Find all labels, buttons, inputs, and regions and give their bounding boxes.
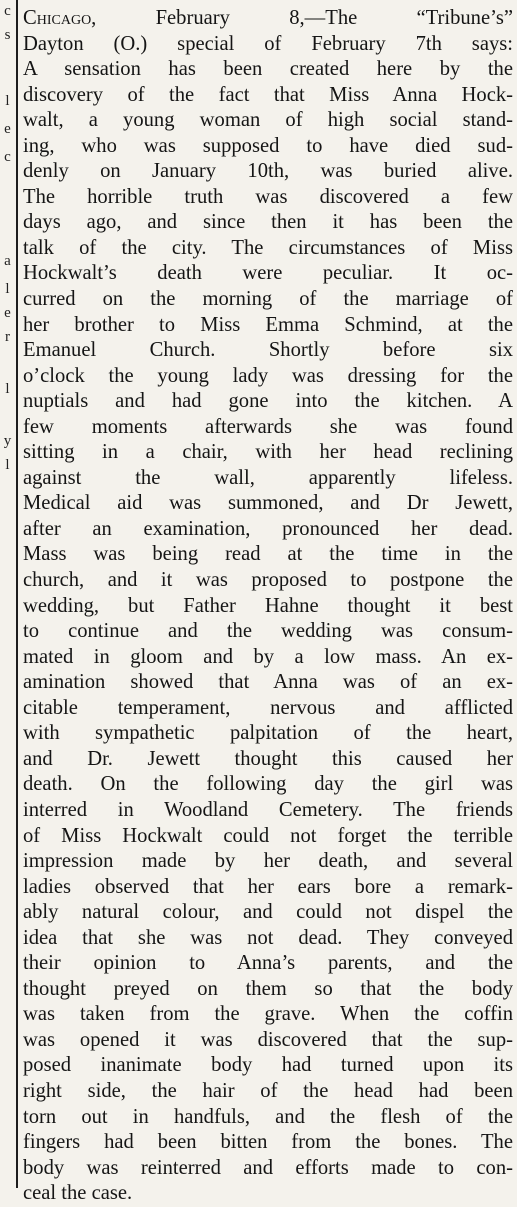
article-line-3: discovery of the fact that Miss Anna Hock-: [23, 83, 513, 106]
gutter-fragment: l: [5, 381, 10, 397]
article-line-39: was taken from the grave. When the coffin: [23, 1003, 513, 1026]
article-line-29: and Dr. Jewett thought this caused her: [23, 747, 513, 770]
article-line-40: was opened it was discovered that the sup-: [23, 1028, 513, 1051]
article-line-31: interred in Woodland Cemetery. The friends: [23, 798, 513, 821]
article-line-38: thought preyed on them so that the body: [23, 977, 513, 1000]
article-line-8: days ago, and since then it has been the: [23, 211, 513, 234]
gutter-fragment: e: [4, 121, 11, 137]
article-line-4: walt, a young woman of high social stand-: [23, 109, 513, 132]
article-line-2: A sensation has been created here by the: [23, 58, 513, 81]
article-line-9: talk of the city. The circumstances of Miss: [23, 236, 513, 259]
article-line-0: [23, 6, 513, 32]
gutter-fragment: e: [4, 305, 11, 321]
article-line-30: death. On the following day the girl was: [23, 773, 513, 796]
gutter-fragment: l: [5, 93, 10, 109]
article-line-36: idea that she was not dead. They conveyed: [23, 926, 513, 949]
article-line-25: mated in gloom and by a low mass. An ex-: [23, 645, 513, 668]
gutter-fragment: l: [5, 457, 10, 473]
article-line-28: with sympathetic palpitation of the heart,: [23, 722, 513, 745]
gutter-fragment: l: [5, 281, 10, 297]
article-line-43: torn out in handfuls, and the flesh of the: [23, 1105, 513, 1128]
article-line-23: wedding, but Father Hahne thought it best: [23, 594, 513, 617]
article-line-18: against the wall, apparently lifeless.: [23, 466, 513, 489]
article-line-10: Hockwalt’s death were peculiar. It oc-: [23, 262, 513, 285]
article-line-text: February 8,—The “Tribune’s”: [96, 7, 513, 29]
gutter-fragment: c: [4, 3, 11, 19]
column-rule: [16, 0, 18, 1188]
article-line-5: ing, who was supposed to have died sud-: [23, 134, 513, 157]
article-line-34: ladies observed that her ears bore a remark-: [23, 875, 513, 898]
article-line-19: Medical aid was summoned, and Dr Jewett,: [23, 492, 513, 515]
article-line-20: after an examination, pronounced her dead.: [23, 517, 513, 540]
article-line-37: their opinion to Anna’s parents, and the: [23, 952, 513, 975]
article-body: [23, 6, 513, 1207]
article-line-7: The horrible truth was discovered a few: [23, 185, 513, 208]
article-line-14: o’clock the young lady was dressing for the: [23, 364, 513, 387]
article-line-41: posed inanimate body had turned upon its: [23, 1054, 513, 1077]
article-line-46: ceal the case.: [23, 1182, 133, 1205]
article-line-1: Dayton (O.) special of February 7th says:: [23, 32, 513, 55]
article-line-27: citable temperament, nervous and afflicted: [23, 696, 513, 719]
article-line-22: church, and it was proposed to postpone the: [23, 569, 513, 592]
gutter-fragment: c: [4, 149, 11, 165]
dateline: Chicago,: [23, 7, 97, 29]
article-line-11: curred on the morning of the marriage of: [23, 288, 513, 311]
article-line-26: amination showed that Anna was of an ex-: [23, 671, 513, 694]
article-line-44: fingers had been bitten from the bones. The: [23, 1131, 513, 1154]
article-line-21: Mass was being read at the time in the: [23, 543, 513, 566]
gutter-fragment: s: [4, 27, 11, 43]
article-line-13: Emanuel Church. Shortly before six: [23, 339, 513, 362]
article-line-15: nuptials and had gone into the kitchen. A: [23, 390, 513, 413]
gutter-fragment: y: [3, 433, 12, 449]
article-line-33: impression made by her death, and several: [23, 850, 513, 873]
article-line-12: her brother to Miss Emma Schmind, at the: [23, 313, 513, 336]
gutter-fragment: r: [5, 329, 10, 345]
article-line-24: to continue and the wedding was consum-: [23, 620, 513, 643]
article-line-32: of Miss Hockwalt could not forget the terrible: [23, 824, 513, 847]
article-line-17: sitting in a chair, with her head reclining: [23, 441, 513, 464]
article-line-16: few moments afterwards she was found: [23, 415, 513, 438]
article-line-42: right side, the hair of the head had been: [23, 1079, 513, 1102]
article-line-35: ably natural colour, and could not dispel the: [23, 901, 513, 924]
article-line-6: denly on January 10th, was buried alive.: [23, 160, 513, 183]
gutter-fragment: a: [4, 253, 11, 269]
article-line-45: body was reinterred and efforts made to con-: [23, 1156, 513, 1179]
